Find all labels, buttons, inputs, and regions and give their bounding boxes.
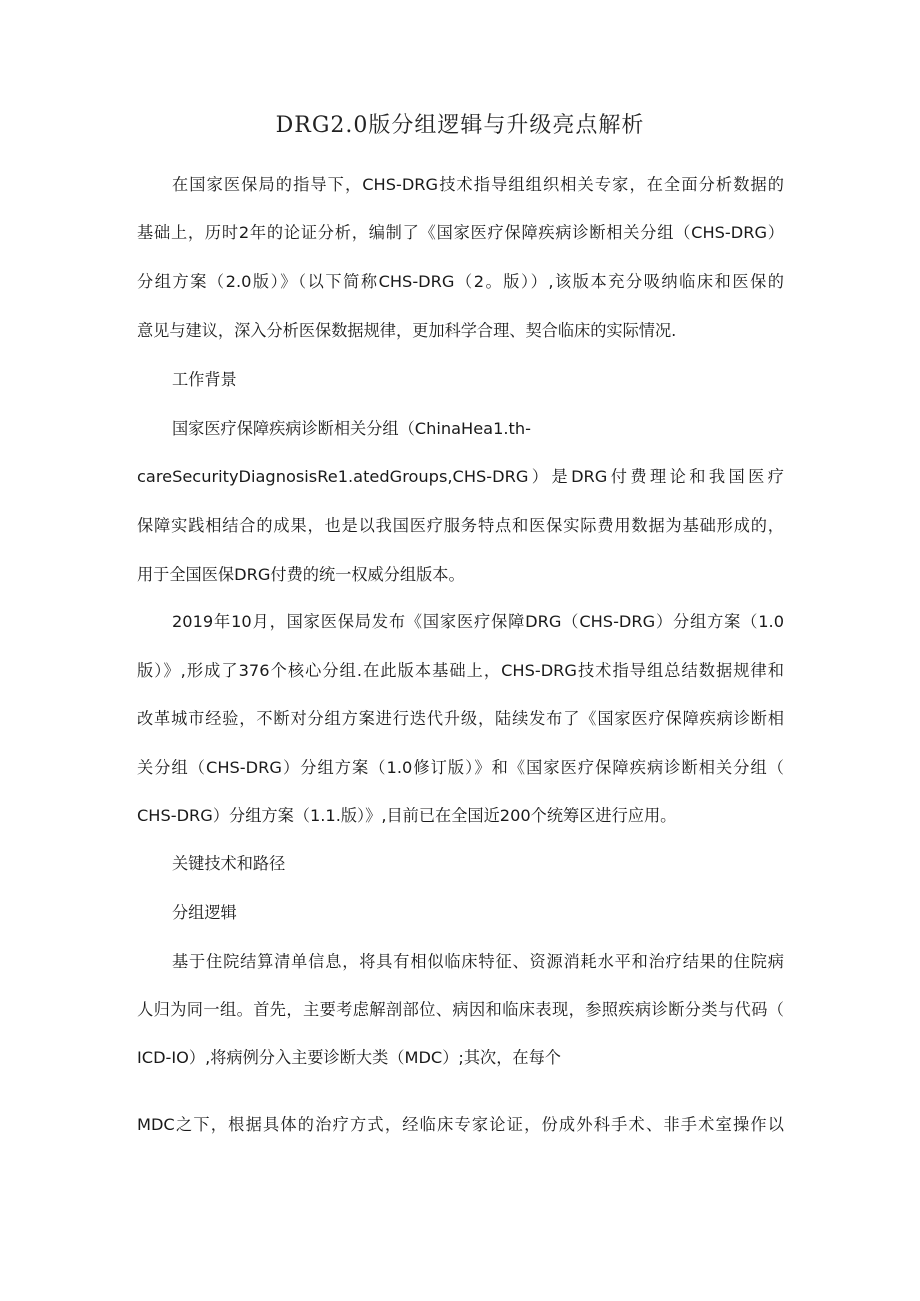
paragraph-3-line-3: 改革城市经验，不断对分组方案进行迭代升级，陆续发布了《国家医疗保障疾病诊断相 bbox=[137, 709, 784, 728]
paragraph-4-line-3: ICD-IO）,将病例分入主要诊断大类（MDC）;其次，在每个 bbox=[137, 1048, 561, 1067]
paragraph-1-line-3: 分组方案（2.0版）》（以下简称CHS-DRG（2。版））,该版本充分吸纳临床和医保的 bbox=[137, 272, 784, 291]
paragraph-4-line-1: 基于住院结算清单信息，将具有相似临床特征、资源消耗水平和治疗结果的住院病 bbox=[172, 952, 784, 971]
paragraph-3-line-1: 2019年10月，国家医保局发布《国家医疗保障DRG（CHS-DRG）分组方案（1.0 bbox=[172, 612, 784, 631]
heading-key-technology: 关键技术和路径 bbox=[172, 854, 286, 873]
paragraph-2-line-4: 用于全国医保DRG付费的统一权威分组版本。 bbox=[137, 565, 465, 584]
document-title: DRG2.0版分组逻辑与升级亮点解析 bbox=[275, 113, 645, 138]
paragraph-1-line-2: 基础上，历时2年的论证分析，编制了《国家医疗保障疾病诊断相关分组（CHS-DRG） bbox=[137, 223, 784, 242]
paragraph-1-line-4: 意见与建议，深入分析医保数据规律，更加科学合理、契合临床的实际情况. bbox=[137, 321, 677, 340]
paragraph-2-line-2: careSecurityDiagnosisRe1.atedGroups,CHS-DRG）是DRG付费理论和我国医疗 bbox=[137, 467, 784, 486]
paragraph-5-line-1: MDC之下，根据具体的治疗方式，经临床专家论证，份成外科手术、非手术室操作以 bbox=[137, 1115, 784, 1134]
paragraph-2-line-3: 保障实践相结合的成果，也是以我国医疗服务特点和医保实际费用数据为基础形成的， bbox=[137, 516, 784, 535]
heading-grouping-logic: 分组逻辑 bbox=[172, 903, 237, 922]
paragraph-3-line-4: 关分组（CHS-DRG）分组方案（1.0修订版）》和《国家医疗保障疾病诊断相关分组（ bbox=[137, 758, 784, 777]
heading-work-background: 工作背景 bbox=[172, 370, 237, 389]
paragraph-3-line-5: CHS-DRG）分组方案（1.1.版）》,目前已在全国近200个统筹区进行应用。 bbox=[137, 806, 677, 825]
paragraph-1-line-1: 在国家医保局的指导下，CHS-DRG技术指导组组织相关专家，在全面分析数据的 bbox=[172, 175, 784, 194]
paragraph-3-line-2: 版）》,形成了376个核心分组.在此版本基础上，CHS-DRG技术指导组总结数据规律和 bbox=[137, 661, 784, 680]
paragraph-4-line-2: 人归为同一组。首先，主要考虑解剖部位、病因和临床表现，参照疾病诊断分类与代码（ bbox=[137, 1000, 784, 1019]
paragraph-2-line-1: 国家医疗保障疾病诊断相关分组（ChinaHea1.th- bbox=[172, 419, 531, 438]
